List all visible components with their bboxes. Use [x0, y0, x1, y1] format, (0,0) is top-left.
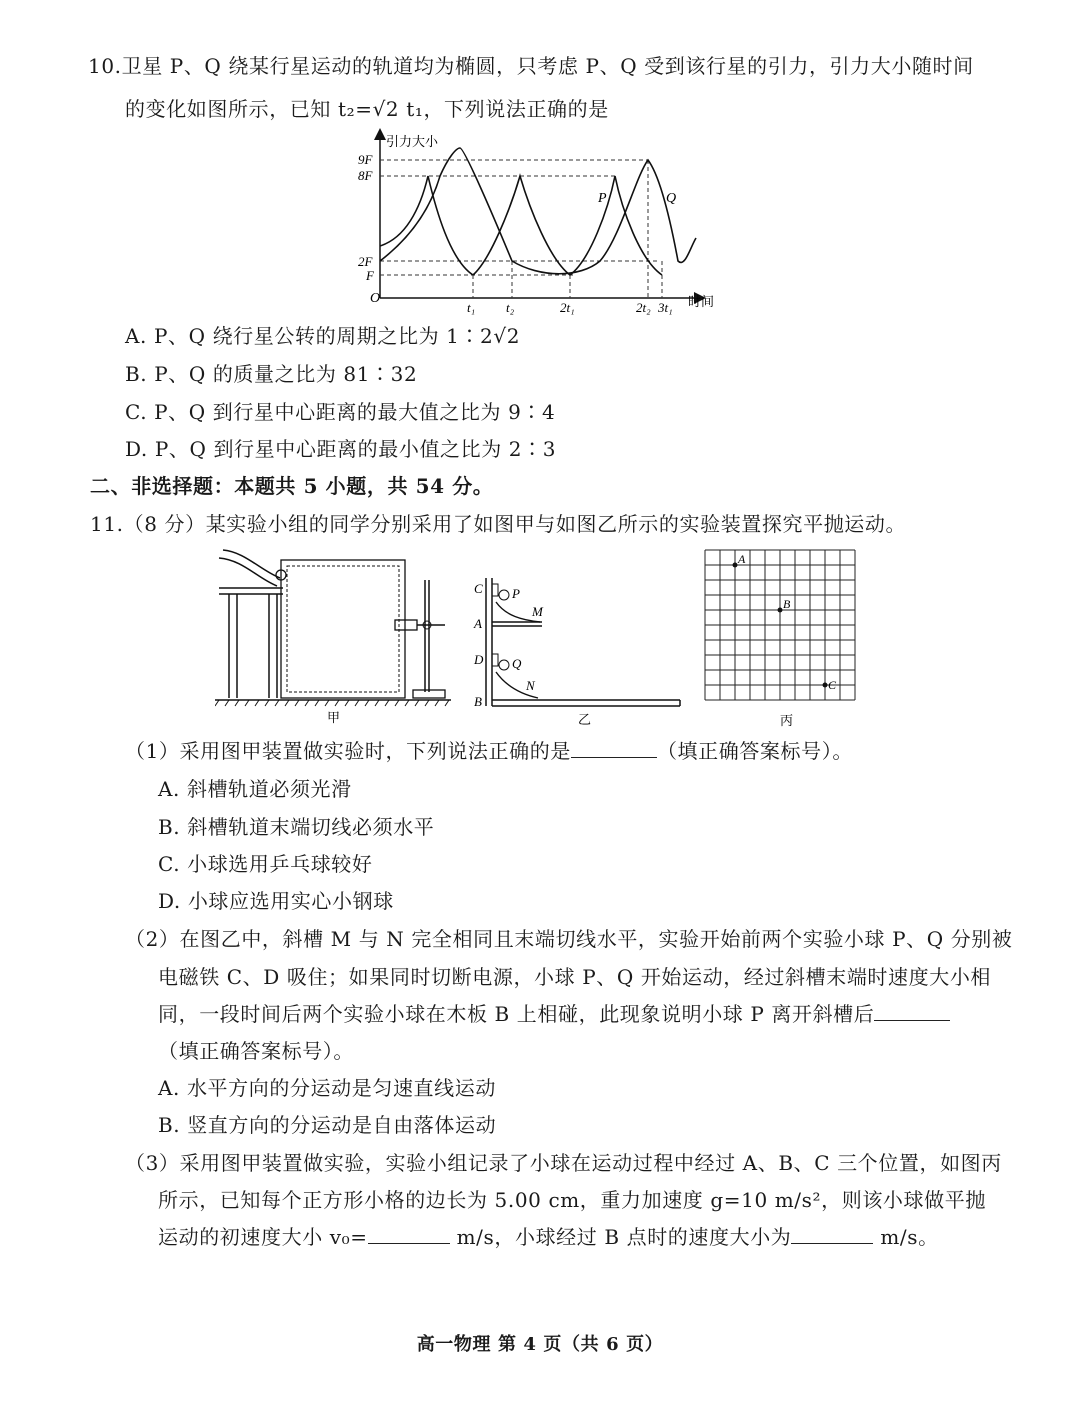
q11-part2-option-b: B. 竖直方向的分运动是自由落体运动 [158, 1113, 497, 1137]
yi-label-P: P [512, 586, 520, 601]
q11-part1-option-d: D. 小球应选用实心小钢球 [158, 889, 394, 913]
q11-part1-stem-after: （填正确答案标号）。 [656, 739, 853, 763]
page-footer: 高一物理 第 4 页（共 6 页） [416, 1334, 664, 1355]
x-tick-t2: t₂ [506, 300, 515, 315]
q11-part3-text-b: m/s，小球经过 B 点时的速度大小为 [456, 1225, 792, 1249]
q10-option-c: C. P、Q 到行星中心距离的最大值之比为 9∶4 [125, 400, 556, 424]
grid-point-C [823, 683, 828, 688]
q11-part3-text-c: m/s。 [880, 1225, 939, 1249]
q10-option-a: A. P、Q 绕行星公转的周期之比为 1∶2√2 [125, 324, 521, 348]
q11-stem: 11.（8 分）某实验小组的同学分别采用了如图甲与如图乙所示的实验装置探究平抛运动。 [90, 512, 907, 536]
q11-part3-line3 [158, 1221, 939, 1250]
q11-part2-line1: （2）在图乙中，斜槽 M 与 N 完全相同且末端切线水平，实验开始前两个实验小球 P、Q 分别被 [125, 927, 1013, 951]
y-tick-F: F [366, 268, 374, 283]
q11-part1-option-a: A. 斜槽轨道必须光滑 [158, 777, 352, 801]
origin-label: O [370, 291, 381, 306]
x-axis-label: 时间 [688, 294, 715, 309]
curve-Q [380, 148, 696, 274]
q11-part2-line3 [158, 998, 950, 1027]
x-tick-2t1: 2t₁ [560, 300, 575, 315]
q10-stem-line1 [88, 50, 974, 79]
curve-label-Q: Q [666, 191, 677, 206]
q11-part2-answer-blank[interactable] [874, 1002, 950, 1021]
q11-part3-v0-blank[interactable] [368, 1225, 450, 1244]
y-axis-label: 引力大小 [386, 134, 439, 149]
yi-label-N: N [526, 678, 535, 693]
curve-label-P: P [598, 191, 607, 206]
yi-label-D: D [474, 652, 484, 667]
q11-part1-option-c: C. 小球选用乒乓球较好 [158, 852, 373, 876]
q10-stem-line2: 的变化如图所示，已知 t₂=√2 t₁，下列说法正确的是 [125, 97, 609, 121]
yi-label-C: C [474, 581, 483, 596]
yi-label-Q: Q [512, 656, 522, 671]
yi-label-M: M [532, 604, 543, 619]
q11-part2-line4: （填正确答案标号）。 [158, 1039, 354, 1063]
q11-part1-option-b: B. 斜槽轨道末端切线必须水平 [158, 815, 435, 839]
figure-jia-apparatus [215, 540, 455, 730]
figure-bing-grid [700, 545, 870, 730]
q10-option-b: B. P、Q 的质量之比为 81∶32 [125, 362, 418, 386]
figure-jia-caption: 甲 [327, 710, 341, 725]
q11-part2-line3-text: 同，一段时间后两个实验小球在木板 B 上相碰，此现象说明小球 P 离开斜槽后 [158, 1002, 875, 1026]
yi-label-B: B [474, 694, 482, 709]
figure-bing-caption: 丙 [780, 713, 794, 728]
q11-part2-line2: 电磁铁 C、D 吸住；如果同时切断电源，小球 P、Q 开始运动，经过斜槽末端时速度大小相 [158, 965, 992, 989]
section2-title: 二、非选择题：本题共 5 小题，共 54 分。 [90, 474, 494, 498]
y-tick-2F: 2F [358, 254, 373, 269]
q11-part1-answer-blank[interactable] [571, 739, 657, 758]
yi-label-A: A [474, 616, 482, 631]
x-tick-2t2: 2t₂ [636, 300, 651, 315]
q11-part3-line2: 所示，已知每个正方形小格的边长为 5.00 cm，重力加速度 g=10 m/s²，则该小球做平抛 [158, 1188, 986, 1212]
q11-part1-stem-before: （1）采用图甲装置做实验时，下列说法正确的是 [125, 739, 571, 763]
x-tick-t1: t₁ [467, 300, 476, 315]
figure-yi-caption: 乙 [578, 712, 592, 727]
q11-part2-option-a: A. 水平方向的分运动是匀速直线运动 [158, 1076, 496, 1100]
q11-part3-vb-blank[interactable] [791, 1225, 873, 1244]
grid-point-B [778, 608, 783, 613]
q11-part1-stem [125, 735, 853, 764]
q10-option-d: D. P、Q 到行星中心距离的最小值之比为 2∶3 [125, 437, 557, 461]
grid-label-C: C [828, 678, 837, 692]
grid-label-A: A [738, 552, 746, 566]
grid-point-A [733, 563, 738, 568]
x-tick-3t1: 3t₁ [658, 300, 673, 315]
q10-number: 10. [88, 54, 122, 78]
figure-yi-apparatus [470, 570, 690, 730]
q11-part3-line1: （3）采用图甲装置做实验，实验小组记录了小球在运动过程中经过 A、B、C 三个位置，如图丙 [125, 1151, 1002, 1175]
q10-stem-text: 卫星 P、Q 绕某行星运动的轨道均为椭圆，只考虑 P、Q 受到该行星的引力，引力大小随时间 [121, 54, 974, 78]
y-tick-8F: 8F [358, 168, 373, 183]
grid-label-B: B [783, 597, 791, 611]
q11-part3-text-a: 运动的初速度大小 v₀= [158, 1225, 368, 1249]
q10-force-time-graph [340, 128, 730, 318]
y-tick-9F: 9F [358, 152, 373, 167]
